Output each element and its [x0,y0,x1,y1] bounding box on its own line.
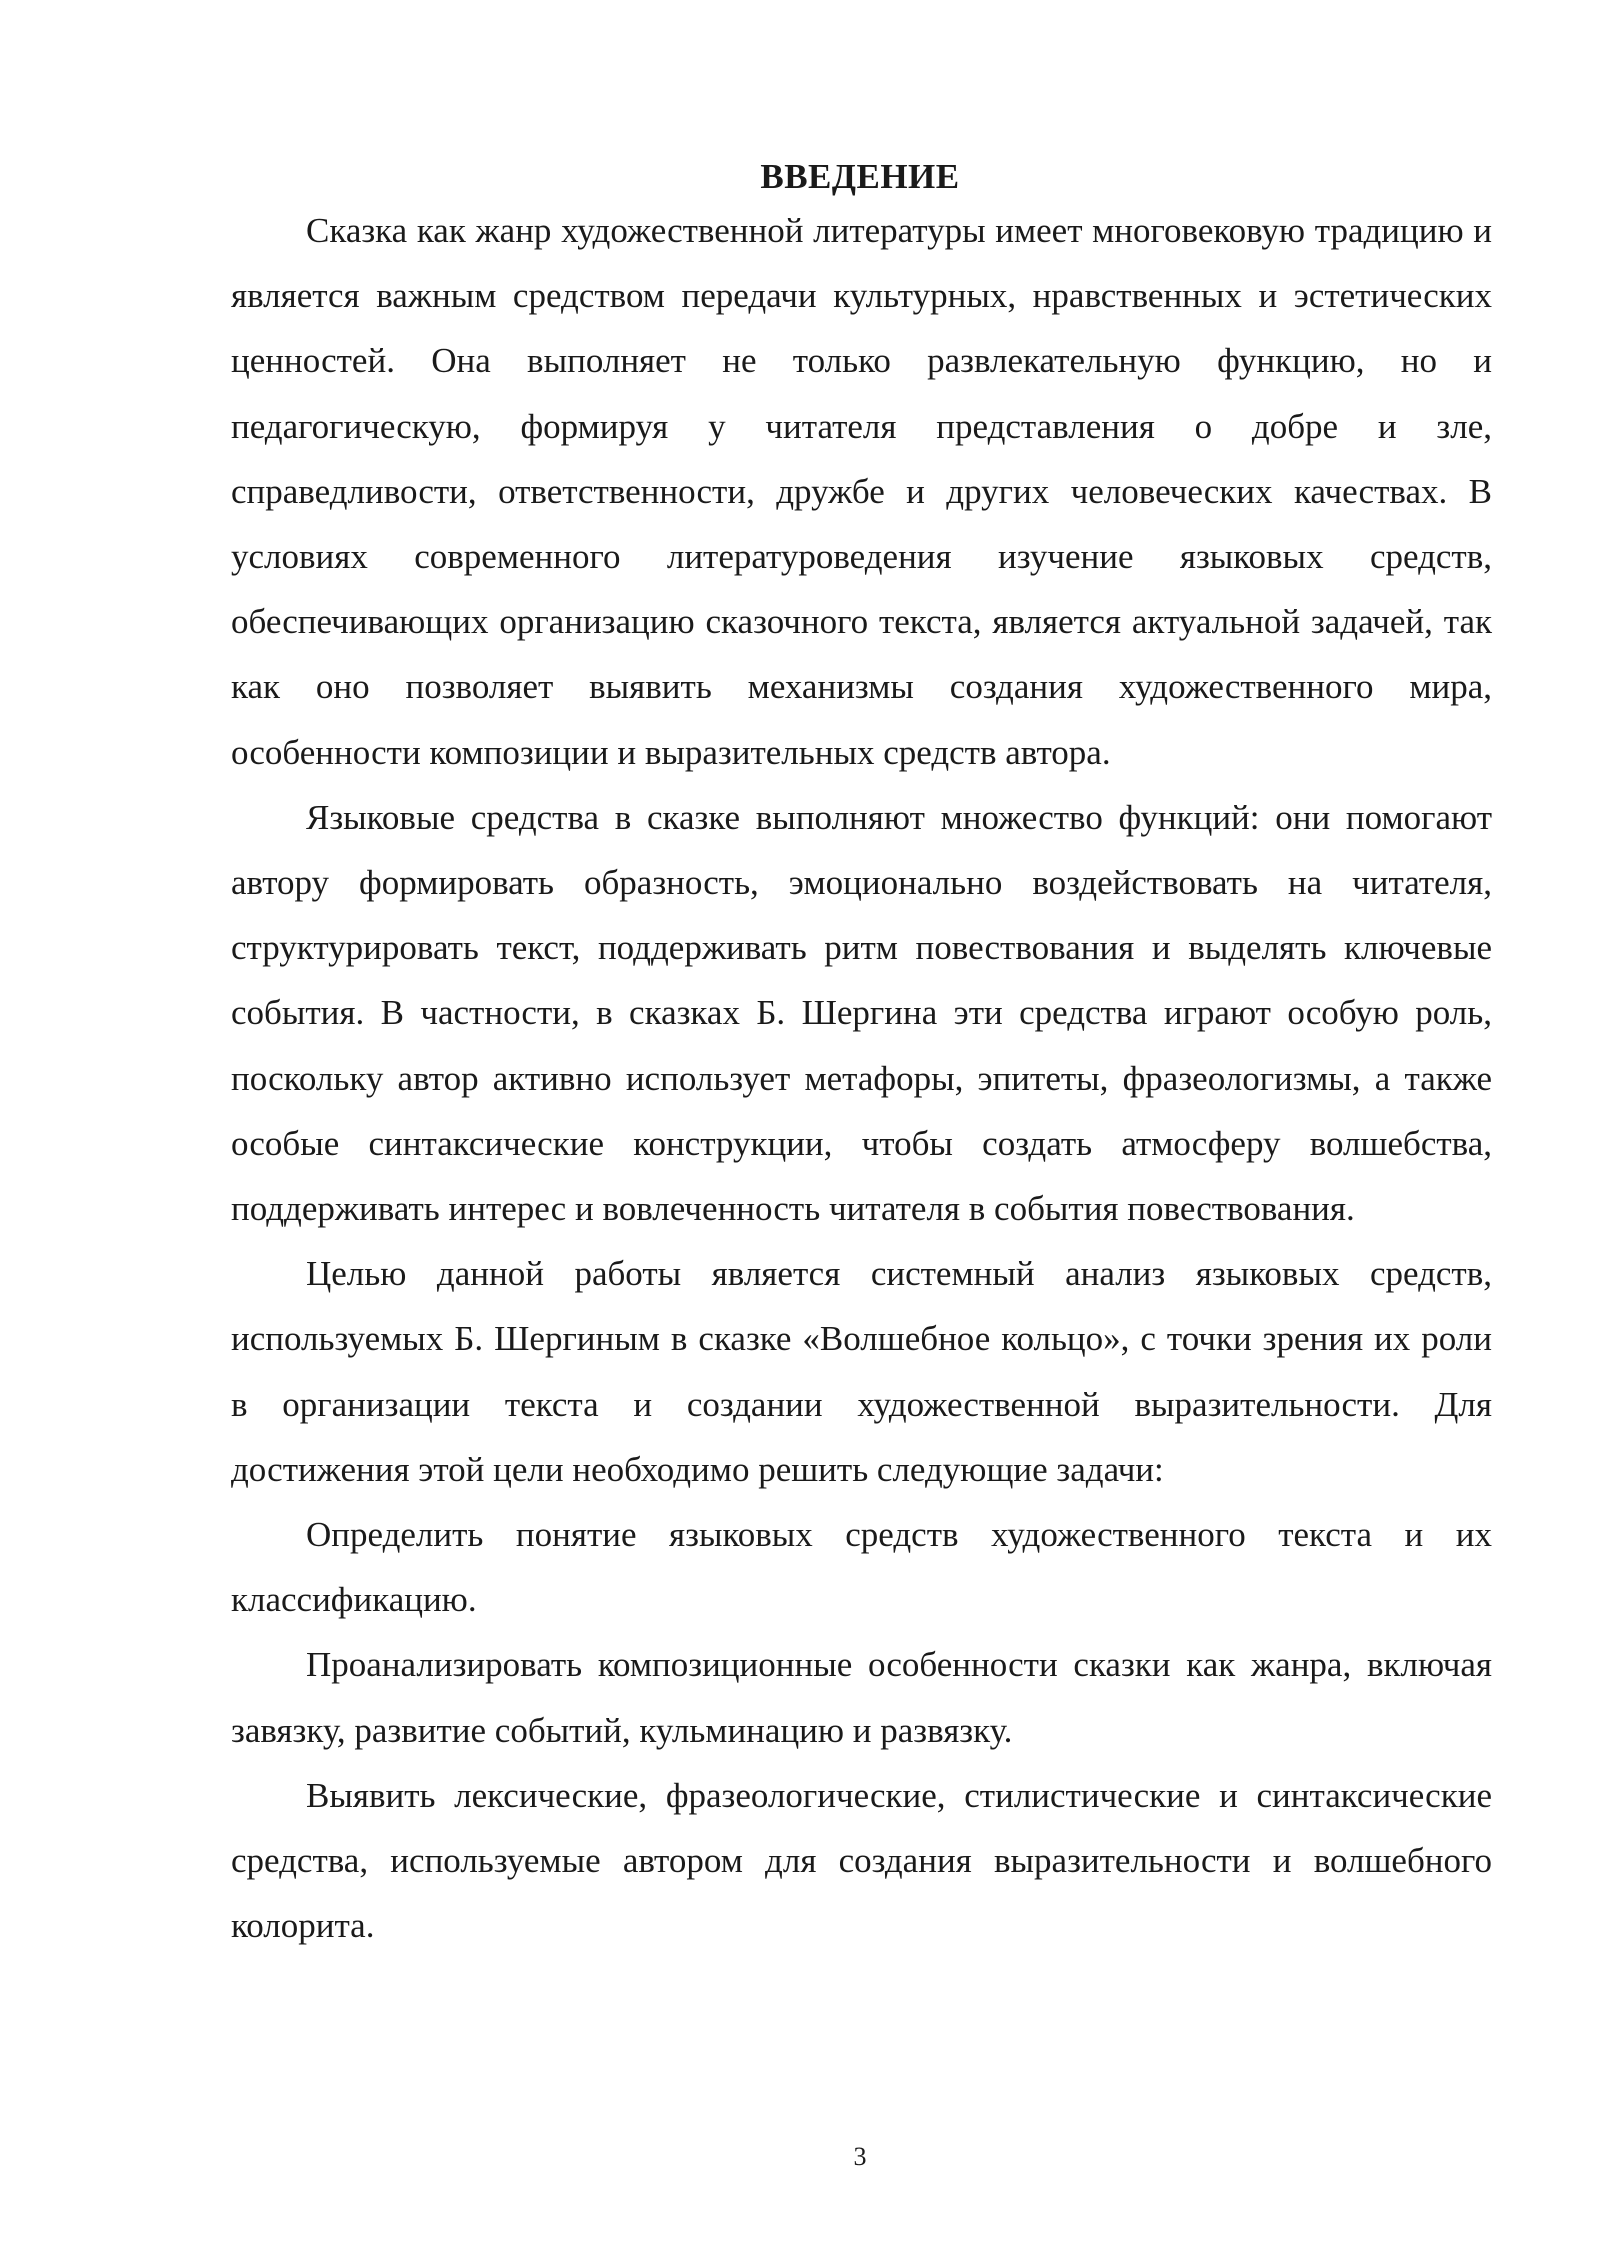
page-number: 3 [853,2142,867,2171]
paragraph-task-2: Проанализировать композиционные особенности сказки как жанра, включая завязку, развитие событий, кульминацию и развязку. [231,1645,1492,1750]
paragraph-task-1: Определить понятие языковых средств художественного текста и их классификацию. [231,1515,1492,1620]
paragraph-intro-fairy-tale-genre: Сказка как жанр художественной литературы имеет многовековую традицию и является важным средством передачи культурных, нравственных и эстетических ценностей. Она выполняет не только развлекательную функцию, но и педагогическую, формируя у читателя представления о добре и зле, справедливости, ответственности, дружбе и других человеческих качествах. В условиях современного литературоведения изучение языковых средств, обеспечивающих организацию сказочного текста, является актуальной задачей, так как оно позволяет выявить механизмы создания художественного мира, особенности композиции и выразительных средств автора. [231,211,1492,772]
body-text [231,198,1492,1958]
paragraph-task-3: Выявить лексические, фразеологические, стилистические и синтаксические средства, используемые автором для создания выразительности и волшебного колорита. [231,1775,1492,1946]
paragraph-goal: Целью данной работы является системный анализ языковых средств, используемых Б. Шергиным в сказке «Волшебное кольцо», с точки зрения их роли в организации текста и создании художественной выразительности. Для достижения этой цели необходимо решить следующие задачи: [231,1254,1492,1489]
section-heading: ВВЕДЕНИЕ [760,157,960,196]
paragraph-language-means-functions: Языковые средства в сказке выполняют множество функций: они помогают автору формировать образность, эмоционально воздействовать на читателя, структурировать текст, поддерживать ритм повествования и выделять ключевые события. В частности, в сказках Б. Шергина эти средства играют особую роль, поскольку автор активно использует метафоры, эпитеты, фразеологизмы, а также особые синтаксические конструкции, чтобы создать атмосферу волшебства, поддерживать интерес и вовлеченность читателя в события повествования. [231,797,1492,1229]
